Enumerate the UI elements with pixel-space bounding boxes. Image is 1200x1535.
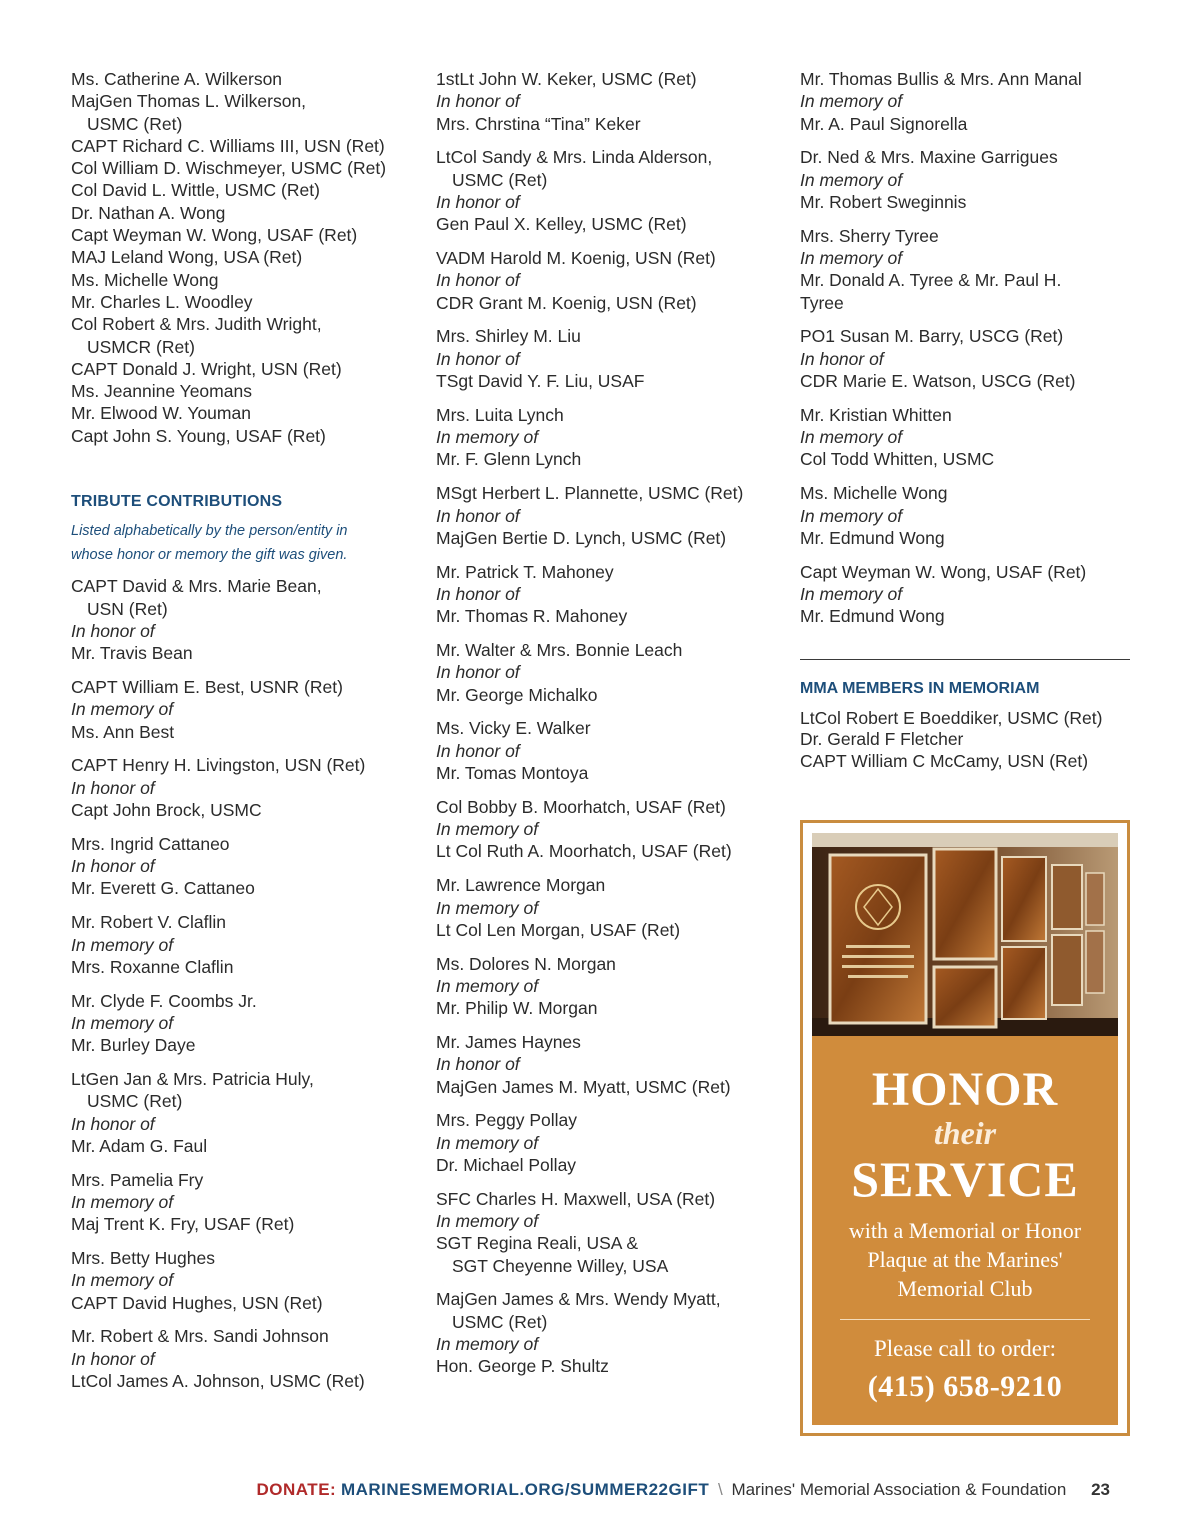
tribute-entry: [71, 575, 416, 664]
tribute-honoree: Mr. Thomas R. Mahoney: [436, 606, 628, 627]
tribute-honoree: Mr. A. Paul Signorella: [800, 113, 968, 134]
mma-members-heading: MMA MEMBERS IN MEMORIAM: [800, 679, 1040, 697]
tribute-relation: In memory of: [800, 169, 903, 190]
tribute-donor: Mr. Patrick T. Mahoney: [436, 561, 614, 582]
organization-name: Marines' Memorial Association & Foundation: [731, 1480, 1067, 1499]
donor-name: Col David L. Wittle, USMC (Ret): [71, 180, 320, 201]
tribute-honoree: SGT Regina Reali, USA &: [436, 1233, 638, 1254]
donor-name: MajGen Thomas L. Wilkerson,: [71, 91, 307, 112]
tribute-relation: In honor of: [71, 777, 155, 798]
tribute-honoree: Maj Trent K. Fry, USAF (Ret): [71, 1214, 295, 1235]
ad-headline-their: their: [933, 1115, 997, 1151]
tribute-contributions-heading: TRIBUTE CONTRIBUTIONS: [71, 493, 283, 511]
tribute-honoree: Hon. George P. Shultz: [436, 1356, 609, 1377]
tribute-donor: USN (Ret): [87, 598, 168, 619]
memorial-plaques-photo: [812, 833, 1118, 1036]
tribute-honoree: LtCol James A. Johnson, USMC (Ret): [71, 1371, 365, 1392]
ad-description-line: Memorial Club: [897, 1276, 1033, 1301]
tribute-entry: [436, 1031, 781, 1098]
donor-name: Ms. Michelle Wong: [71, 269, 219, 290]
donate-label: DONATE:: [256, 1480, 337, 1499]
tribute-entries: [800, 68, 1130, 628]
tribute-donor: Mrs. Luita Lynch: [436, 404, 564, 425]
tribute-donor: USMC (Ret): [452, 1311, 548, 1332]
tribute-honoree: CAPT David Hughes, USN (Ret): [71, 1292, 323, 1313]
tribute-honoree: Lt Col Len Morgan, USAF (Ret): [436, 919, 681, 940]
tribute-relation: In memory of: [71, 1270, 174, 1291]
middle-column: [436, 68, 781, 1389]
tribute-entry: [71, 1068, 416, 1157]
tribute-donor: Mrs. Shirley M. Liu: [436, 326, 581, 347]
tribute-honoree: TSgt David Y. F. Liu, USAF: [436, 371, 645, 392]
tribute-entry: [800, 68, 1130, 135]
tribute-entry: [436, 247, 781, 314]
tribute-relation: In honor of: [436, 1054, 520, 1075]
tribute-honoree: Mr. F. Glenn Lynch: [436, 449, 582, 470]
tribute-donor: USMC (Ret): [87, 1091, 183, 1112]
tribute-relation: In honor of: [436, 505, 520, 526]
donor-name: Ms. Catherine A. Wilkerson: [71, 69, 283, 89]
tribute-honoree: Lt Col Ruth A. Moorhatch, USAF (Ret): [436, 841, 732, 862]
ad-text-panel: [812, 1036, 1118, 1425]
tribute-entries: [71, 575, 416, 1392]
tribute-relation: In memory of: [71, 699, 174, 720]
tribute-honoree: Dr. Michael Pollay: [436, 1154, 577, 1175]
tribute-donor: Ms. Vicky E. Walker: [436, 718, 591, 739]
tribute-entry: [436, 561, 781, 628]
tribute-relation: In memory of: [800, 427, 903, 448]
tribute-donor: Ms. Dolores N. Morgan: [436, 953, 616, 974]
donor-name: Mr. Charles L. Woodley: [71, 291, 253, 312]
tribute-honoree: Mr. Donald A. Tyree & Mr. Paul H.: [800, 270, 1062, 291]
tribute-donor: Mr. Thomas Bullis & Mrs. Ann Manal: [800, 69, 1082, 89]
tribute-entry: [800, 561, 1130, 628]
tribute-entry: [71, 990, 416, 1057]
tribute-relation: In memory of: [436, 819, 539, 840]
tribute-donor: LtGen Jan & Mrs. Patricia Huly,: [71, 1068, 314, 1089]
tribute-relation: In honor of: [436, 348, 520, 369]
tribute-relation: In memory of: [71, 1191, 174, 1212]
ad-description: [812, 1216, 1118, 1303]
tribute-entry: [436, 482, 781, 549]
tribute-honoree: MajGen Bertie D. Lynch, USMC (Ret): [436, 527, 727, 548]
donor-name: MAJ Leland Wong, USA (Ret): [71, 247, 303, 268]
tribute-relation: In memory of: [800, 583, 903, 604]
tribute-donor: MajGen James & Mrs. Wendy Myatt,: [436, 1289, 721, 1310]
donor-name: Mr. Elwood W. Youman: [71, 403, 251, 424]
tribute-relation: In honor of: [71, 856, 155, 877]
donor-name: Ms. Jeannine Yeomans: [71, 381, 252, 402]
donor-name: CAPT Richard C. Williams III, USN (Ret): [71, 135, 385, 156]
tribute-donor: Col Bobby B. Moorhatch, USAF (Ret): [436, 796, 726, 817]
tribute-entry: [71, 1247, 416, 1314]
tribute-entry: [71, 754, 416, 821]
tribute-donor: Mrs. Peggy Pollay: [436, 1110, 578, 1131]
tribute-donor: Mr. Kristian Whitten: [800, 404, 952, 425]
donor-name: Col William D. Wischmeyer, USMC (Ret): [71, 158, 387, 179]
tribute-honoree: CDR Grant M. Koenig, USN (Ret): [436, 292, 697, 313]
tribute-honoree: Tyree: [800, 292, 844, 313]
ad-description-line: with a Memorial or Honor: [848, 1218, 1082, 1243]
left-column: [71, 68, 416, 1404]
tribute-entry: [436, 1288, 781, 1377]
section-divider: [800, 659, 1130, 660]
tribute-entry: [71, 833, 416, 900]
tribute-honoree: Mr. Philip W. Morgan: [436, 998, 598, 1019]
tribute-honoree: Mrs. Roxanne Claflin: [71, 956, 234, 977]
tribute-relation: In honor of: [71, 1113, 155, 1134]
tribute-subtitle: [71, 519, 416, 567]
tribute-entry: [436, 404, 781, 471]
tribute-honoree: Mr. Travis Bean: [71, 643, 193, 664]
tribute-entry: [436, 796, 781, 863]
tribute-donor: PO1 Susan M. Barry, USCG (Ret): [800, 326, 1064, 347]
tribute-donor: Mrs. Betty Hughes: [71, 1248, 215, 1269]
tribute-entry: [436, 1188, 781, 1277]
tribute-entry: [436, 639, 781, 706]
mma-member: CAPT William C McCamy, USN (Ret): [800, 750, 1089, 771]
tribute-entry: [800, 325, 1130, 392]
tribute-entries: [436, 68, 781, 1378]
tribute-honoree: Capt John Brock, USMC: [71, 800, 262, 821]
donor-name-continuation: USMC (Ret): [87, 113, 183, 134]
donor-name: Dr. Nathan A. Wong: [71, 202, 226, 223]
tribute-entry: [71, 676, 416, 743]
tribute-donor: USMC (Ret): [452, 169, 548, 190]
tribute-donor: SFC Charles H. Maxwell, USA (Ret): [436, 1188, 716, 1209]
tribute-entry: [800, 225, 1130, 314]
tribute-entry: [436, 146, 781, 235]
tribute-honoree: Mr. Burley Daye: [71, 1035, 196, 1056]
ad-headline-service: SERVICE: [851, 1151, 1079, 1207]
donor-name: Capt Weyman W. Wong, USAF (Ret): [71, 225, 358, 246]
tribute-relation: In memory of: [436, 1132, 539, 1153]
tribute-donor: Mr. Robert & Mrs. Sandi Johnson: [71, 1326, 329, 1347]
tribute-honoree: Col Todd Whitten, USMC: [800, 449, 995, 470]
tribute-honoree: Mr. Edmund Wong: [800, 606, 945, 627]
tribute-relation: In honor of: [800, 348, 884, 369]
tribute-entry: [436, 325, 781, 392]
tribute-honoree: Ms. Ann Best: [71, 721, 175, 742]
page-footer: [257, 1480, 1110, 1500]
tribute-relation: In honor of: [71, 620, 155, 641]
mma-member: LtCol Robert E Boeddiker, USMC (Ret): [800, 707, 1103, 728]
tribute-honoree: Mr. Tomas Montoya: [436, 763, 589, 784]
plaque-wall-image: [812, 833, 1118, 1036]
tribute-entry: [436, 717, 781, 784]
tribute-donor: MSgt Herbert L. Plannette, USMC (Ret): [436, 483, 744, 504]
tribute-relation: In honor of: [436, 191, 520, 212]
tribute-donor: Mr. Walter & Mrs. Bonnie Leach: [436, 640, 683, 661]
tribute-donor: Mr. Clyde F. Coombs Jr.: [71, 990, 257, 1011]
tribute-relation: In memory of: [800, 505, 903, 526]
mma-member: Dr. Gerald F Fletcher: [800, 729, 964, 750]
tribute-donor: Capt Weyman W. Wong, USAF (Ret): [800, 561, 1087, 582]
tribute-honoree: Mr. Everett G. Cattaneo: [71, 878, 255, 899]
tribute-entry: [71, 1325, 416, 1392]
tribute-subtitle-line: Listed alphabetically by the person/entity in: [71, 523, 348, 540]
tribute-donor: LtCol Sandy & Mrs. Linda Alderson,: [436, 147, 713, 168]
tribute-donor: Dr. Ned & Mrs. Maxine Garrigues: [800, 147, 1058, 168]
tribute-honoree: MajGen James M. Myatt, USMC (Ret): [436, 1076, 731, 1097]
tribute-entry: [800, 146, 1130, 213]
tribute-donor: Mr. Robert V. Claflin: [71, 912, 226, 933]
tribute-donor: Mrs. Pamelia Fry: [71, 1169, 204, 1190]
donor-name: CAPT Donald J. Wright, USN (Ret): [71, 358, 342, 379]
tribute-entry: [436, 68, 781, 135]
donor-name: Col Robert & Mrs. Judith Wright,: [71, 314, 322, 335]
tribute-relation: In memory of: [800, 248, 903, 269]
tribute-honoree: Mr. George Michalko: [436, 684, 598, 705]
tribute-relation: In memory of: [436, 897, 539, 918]
ad-description-line: Plaque at the Marines': [867, 1247, 1063, 1272]
donate-link[interactable]: MARINESMEMORIAL.ORG/SUMMER22GIFT: [340, 1480, 710, 1499]
tribute-relation: In memory of: [436, 1334, 539, 1355]
tribute-honoree: Mr. Adam G. Faul: [71, 1135, 208, 1156]
tribute-entry: [436, 874, 781, 941]
tribute-subtitle-line: whose honor or memory the gift was given.: [71, 547, 348, 564]
tribute-relation: In honor of: [436, 662, 520, 683]
tribute-donor: CAPT David & Mrs. Marie Bean,: [71, 576, 322, 597]
tribute-entry: [71, 1169, 416, 1236]
tribute-relation: In honor of: [71, 1348, 155, 1369]
tribute-relation: In memory of: [71, 934, 174, 955]
tribute-relation: In honor of: [436, 91, 520, 112]
ad-divider: [840, 1319, 1090, 1320]
tribute-entry: [800, 404, 1130, 471]
tribute-entry: [71, 911, 416, 978]
tribute-relation: In memory of: [436, 427, 539, 448]
tribute-donor: 1stLt John W. Keker, USMC (Ret): [436, 69, 697, 89]
tribute-entry: [436, 1109, 781, 1176]
donor-list: [71, 68, 416, 447]
ad-phone-number[interactable]: (415) 658-9210: [867, 1370, 1063, 1403]
right-column: [800, 68, 1130, 772]
donor-name: Capt John S. Young, USAF (Ret): [71, 425, 326, 446]
tribute-relation: In memory of: [800, 91, 903, 112]
tribute-relation: In memory of: [436, 975, 539, 996]
tribute-donor: CAPT Henry H. Livingston, USN (Ret): [71, 755, 366, 776]
honor-plaque-ad: [800, 820, 1130, 1436]
tribute-donor: Mr. James Haynes: [436, 1031, 581, 1052]
tribute-honoree: Mrs. Chrstina “Tina” Keker: [436, 113, 641, 134]
tribute-honoree: Mr. Edmund Wong: [800, 527, 945, 548]
ad-headline-honor: HONOR: [871, 1063, 1059, 1116]
tribute-donor: VADM Harold M. Koenig, USN (Ret): [436, 248, 716, 269]
tribute-donor: Mr. Lawrence Morgan: [436, 875, 606, 896]
mma-members-list: [800, 708, 1130, 773]
tribute-donor: Ms. Michelle Wong: [800, 483, 948, 504]
footer-separator: \: [717, 1480, 723, 1499]
tribute-relation: In honor of: [436, 583, 520, 604]
tribute-donor: CAPT William E. Best, USNR (Ret): [71, 677, 343, 698]
tribute-honoree: SGT Cheyenne Willey, USA: [452, 1255, 669, 1276]
tribute-relation: In honor of: [436, 740, 520, 761]
tribute-honoree: Gen Paul X. Kelley, USMC (Ret): [436, 214, 687, 235]
tribute-entry: [800, 482, 1130, 549]
tribute-relation: In honor of: [436, 270, 520, 291]
ad-call-to-action: Please call to order:: [873, 1336, 1056, 1361]
tribute-donor: Mrs. Ingrid Cattaneo: [71, 833, 230, 854]
tribute-relation: In memory of: [436, 1211, 539, 1232]
tribute-entry: [436, 953, 781, 1020]
tribute-relation: In memory of: [71, 1012, 174, 1033]
page-number: 23: [1091, 1480, 1110, 1499]
donor-name-continuation: USMCR (Ret): [87, 336, 195, 357]
tribute-honoree: CDR Marie E. Watson, USCG (Ret): [800, 371, 1076, 392]
tribute-donor: Mrs. Sherry Tyree: [800, 225, 939, 246]
tribute-honoree: Mr. Robert Sweginnis: [800, 191, 967, 212]
